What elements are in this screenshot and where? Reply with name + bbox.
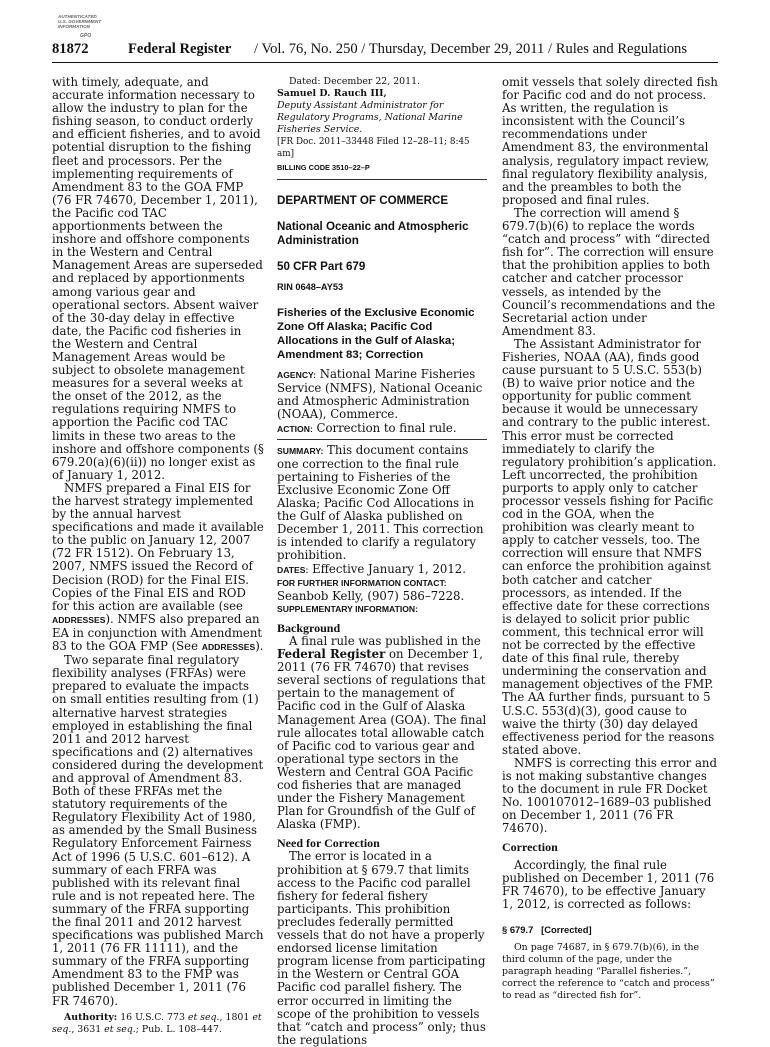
cfr-heading: 50 CFR Part 679 xyxy=(277,260,366,274)
paragraph: omit vessels that solely directed fish for Pacific cod and do not process. As written, the regulation is inconsistent with the Council’s recommendations under Amendment 83, the environmental analysis, regulatory impact review, final regulatory flexibility analysis, and the preambles to both the proposed and final rules. xyxy=(502,75,718,207)
paragraph: The error is located in a prohibition at § 679.7 that limits access to the Pacific cod parallel fishery for federal fishery participants. This prohibition precludes federally permitted vessels that do not have a properly endorsed license limitation program license from participating in the Western or Central GOA Pacific cod parallel fishery. The error occurred in limiting the scope of the prohibition to vessels that “catch and process” only; thus the regulations xyxy=(277,849,486,1047)
summary-field: SUMMARY: This document contains one correction to the final rule pertaining to Fisheries of the Exclusive Economic Zone Off Alaska; Pacific Cod Allocations in the Gulf of Alaska published on December 1, 2011. This correction is intended to clarify a regulatory prohibition. xyxy=(277,442,484,563)
divider xyxy=(277,439,487,440)
background-heading: Background xyxy=(277,620,341,635)
publication-name: Federal Register xyxy=(128,41,232,57)
correction-heading: Correction xyxy=(502,840,558,855)
paragraph: The correction will amend § 679.7(b)(6) to replace the words “catch and process” with “directed fish for”. The correction will ensure that the prohibition applies to both catcher and catcher processor vessels, as intended by the Council’s recommendations and the Secretarial action under Amendment 83. xyxy=(502,205,716,338)
department-heading: DEPARTMENT OF COMMERCE xyxy=(277,194,449,208)
billing-code: BILLING CODE 3510–22–P xyxy=(277,163,370,172)
contact-label: FOR FURTHER INFORMATION CONTACT: xyxy=(277,577,447,588)
signer-title: Deputy Assistant Administrator for Regulatory Programs, National Marine Fisheries Service. xyxy=(277,100,463,135)
fr-doc-line: [FR Doc. 2011–33448 Filed 12–28–11; 8:45 am] xyxy=(277,137,470,159)
paragraph: A final rule was published in the Federal Register on December 1, 2011 (76 FR 74670) that revises several sections of regulations that pertain to the management of Pacific cod in the Gulf of Alaska Management Area (GOA). The final rule allocates total allowable catch of Pacific cod to various gear and operational type sectors in the Western and Central GOA Pacific cod fisheries that are managed under the Fishery Management Plan for Groundfish of the Gulf of Alaska (FMP). xyxy=(277,633,487,832)
rule-title: Fisheries of the Exclusive Economic Zone Off Alaska; Pacific Cod Allocations in the Gulf of Alaska; Amendment 83; Correction xyxy=(277,307,475,362)
agency-heading: National Oceanic and Atmospheric Administration xyxy=(277,220,469,248)
paragraph: with timely, adequate, and accurate information necessary to allow the industry to plan for the fishing season, to conduct orderly and efficient fisheries, and to avoid potential disruption to the fishing fleet and processors. Per the implementing requirements of Amendment 83 to the GOA FMP (76 FR 74670, December 1, 2011), the Pacific cod TAC apportionments between the inshore and offshore components in the Western and Central Management Areas are superseded and replaced by apportionments among various gear and operational sectors. Absent waiver of the 30-day delay in effective date, the Pacific cod fisheries in the Western and Central Management Areas would be subject to obsolete management measures for a several weeks at the onset of the 2012, as the regulations requiring NMFS to apportion the Pacific cod TAC limits in these two areas to the inshore and offshore components (§ 679.20(a)(6)(ii)) no longer exist as of January 1, 2012. xyxy=(52,75,264,482)
divider xyxy=(277,179,487,180)
supplementary-label: SUPPLEMENTARY INFORMATION: xyxy=(277,603,418,614)
page-number: 81872 xyxy=(52,41,89,57)
paragraph: NMFS is correcting this error and is not making substantive changes to the document in rule FR Docket No. 100107012–1689–03 published on December 1, 2011 (76 FR 74670). xyxy=(502,755,717,836)
amendment-text: On page 74687, in § 679.7(b)(6), in the third column of the page, under the paragraph heading “Parallel fisheries.”, correct the reference to “catch and process” to read as “directed fish for”. xyxy=(502,942,715,1001)
need-heading: Need for Correction xyxy=(277,836,380,851)
paragraph: The Assistant Administrator for Fisheries, NOAA (AA), finds good cause pursuant to 5 U.S.C. 553(b)(B) to waive prior notice and the opportunity for public comment because it would be unnecessary and contrary to the public interest. This error must be corrected immediately to clarify the regulatory prohibition’s application. Left uncorrected, the prohibition purports to apply only to catcher processor vessels fishing for Pacific cod in the GOA, when the prohibition was clearly meant to apply to catcher vessels, too. The correction will ensure that NMFS can enforce the prohibition against both catcher and catcher processors, as intended. If the effective date for these corrections is delayed to solicit prior public comment, this technical error will not be corrected by the effective date of this final rule, thereby undermining the conservation and management objectives of the FMP. The AA further finds, pursuant to 5 U.S.C. 553(d)(3), good cause to waive the thirty (30) day delayed effectiveness period for the reasons stated above. xyxy=(502,336,717,757)
column-1 xyxy=(52,76,264,1036)
column-2 xyxy=(277,76,487,1047)
paragraph: NMFS prepared a Final EIS for the harvest strategy implemented by the annual harvest specifications and made it available to the public on January 12, 2007 (72 FR 1512). On February 13, 2007, NMFS issued the Record of Decision (ROD) for the Final EIS. Copies of the Final EIS and ROD for this action are available (see ADDRESSES). NMFS also prepared an EA in conjunction with Amendment 83 to the GOA FMP (See ADDRESSES). xyxy=(52,480,264,654)
rin-line: RIN 0648–AY53 xyxy=(277,282,344,293)
contact-text: Seanbob Kelly, (907) 586–7228. xyxy=(277,588,465,603)
amendment-heading: § 679.7 [Corrected] xyxy=(502,923,592,935)
column-3 xyxy=(502,76,718,1002)
paragraph: Two separate final regulatory flexibility analyses (FRFAs) were prepared to evaluate the impacts on small entities resulting from (1) alternative harvest strategies employed in establishing the final 2011 and 2012 harvest specifications and (2) alternatives considered during the development and approval of Amendment 83. Both of these FRFAs met the statutory requirements of the Regulatory Flexibility Act of 1980, as amended by the Small Business Regulatory Enforcement Fairness Act of 1996 (5 U.S.C. 601–612). A summary of each FRFA was published with its relevant final rule and is not repeated here. The summary of the FRFA supporting the final 2011 and 2012 harvest specifications was published March 1, 2011 (76 FR 11111), and the summary of the FRFA supporting Amendment 83 to the FMP was published December 1, 2011 (76 FR 74670). xyxy=(52,653,264,1008)
paragraph: Accordingly, the final rule published on December 1, 2011 (76 FR 74670), to be effective January 1, 2012, is corrected as follows: xyxy=(502,857,715,911)
dated-line: Dated: December 22, 2011. xyxy=(289,76,421,87)
action-field: ACTION: Correction to final rule. xyxy=(277,420,457,435)
page-header xyxy=(52,40,718,63)
signer-name: Samuel D. Rauch III, xyxy=(277,88,387,99)
authority-citation: Authority: 16 U.S.C. 773 et seq., 1801 et seq., 3631 et seq.; Pub. L. 108–447. xyxy=(52,1011,262,1035)
agency-field: AGENCY: National Marine Fisheries Service (NMFS), National Oceanic and Atmospheric Administration (NOAA), Commerce. xyxy=(277,367,483,422)
dates-field: DATES: Effective January 1, 2012. xyxy=(277,561,466,576)
authenticated-gpo-seal: AUTHENTICATED U.S. GOVERNMENT INFORMATION GPO xyxy=(58,14,102,39)
issue-info: / Vol. 76, No. 250 / Thursday, December 29, 2011 / Rules and Regulations xyxy=(254,41,688,57)
